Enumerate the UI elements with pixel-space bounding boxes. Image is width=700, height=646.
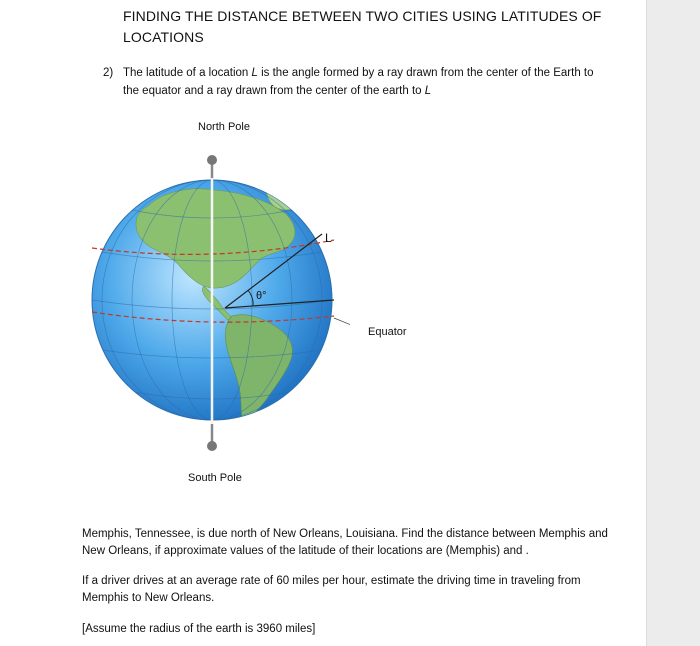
problem-paragraph-2: If a driver drives at an average rate of 60 miles per hour, estimate the driving time in traveling from Memphis to New Orleans.: [82, 575, 581, 604]
problem-paragraph-3: [Assume the radius of the earth is 3960 miles]: [82, 623, 316, 635]
question-number: 2): [103, 67, 114, 79]
title-line-1: FINDING THE DISTANCE BETWEEN TWO CITIES USING LATITUDES OF: [123, 8, 602, 24]
angle-label: θ°: [256, 290, 267, 302]
title-line-2: LOCATIONS: [123, 29, 204, 45]
equator-label: Equator: [368, 326, 407, 338]
right-gutter: [646, 0, 700, 646]
north-axis-knob: [207, 155, 217, 165]
problem-paragraph-1: Memphis, Tennessee, is due north of New Orleans, Louisiana. Find the distance between Memphis and New Orleans, if approximate values of the latitude of their locations are (Memphis) and .: [82, 528, 608, 557]
question-line-2: the equator and a ray drawn from the center of the earth to L: [123, 85, 432, 97]
globe-figure: [90, 148, 350, 458]
south-axis-knob: [207, 441, 217, 451]
location-variable: L: [424, 85, 432, 97]
south-pole-label: South Pole: [188, 472, 242, 484]
location-variable: L: [251, 67, 258, 79]
equator-leader-line: [334, 318, 350, 331]
location-label: L: [325, 231, 332, 245]
question-line-1: The latitude of a location L is the angle formed by a ray drawn from the center of the Earth to: [123, 67, 594, 79]
north-pole-label: North Pole: [198, 121, 250, 133]
